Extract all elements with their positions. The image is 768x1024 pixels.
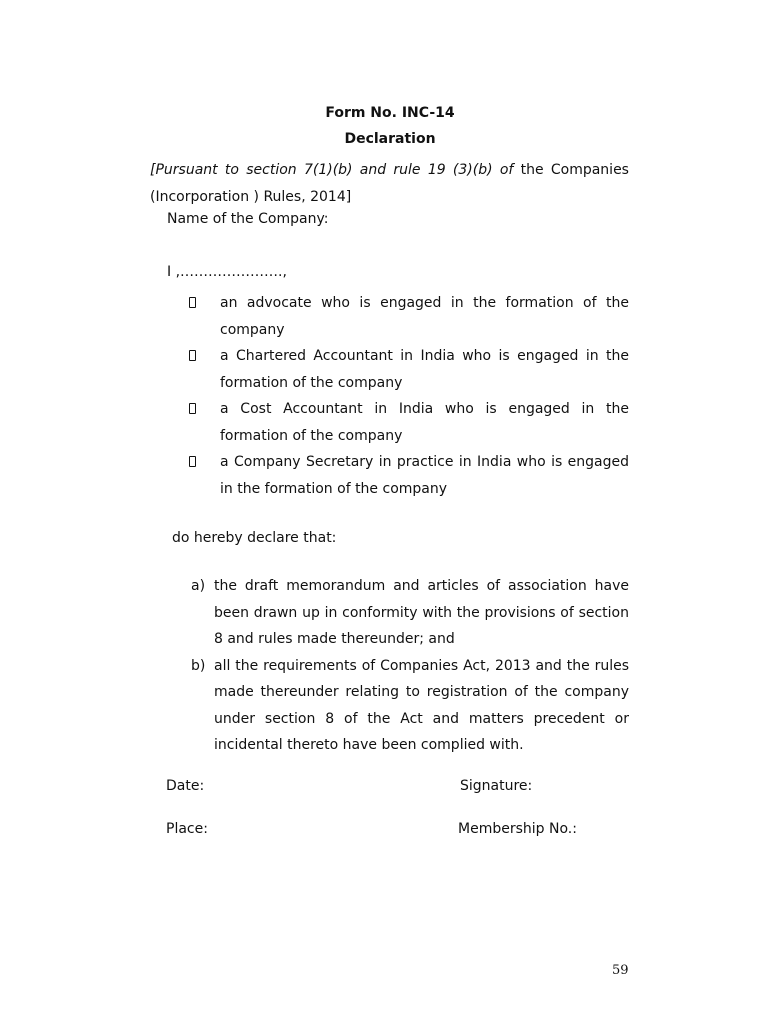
option-company-secretary [187, 449, 629, 502]
checkbox-icon[interactable] [189, 297, 196, 308]
place-label: Place: [166, 821, 208, 837]
form-title: Declaration [344, 131, 436, 147]
option-label: an advocate who is engaged in the formation of the company [220, 295, 629, 338]
declarant-line: I ,…………………., [167, 264, 287, 280]
option-cost-accountant [187, 396, 629, 449]
checkbox-icon[interactable] [189, 350, 196, 361]
clause-a [191, 573, 629, 653]
company-name-label: Name of the Company: [167, 211, 329, 227]
declarant-options-list [187, 290, 629, 502]
page-number: 59 [612, 963, 629, 978]
option-label: a Cost Accountant in India who is engaged in the formation of the company [220, 401, 629, 444]
date-label: Date: [166, 778, 205, 794]
option-label: a Company Secretary in practice in India who is engaged in the formation of the company [220, 454, 629, 497]
membership-number-label: Membership No.: [458, 821, 577, 837]
signature-label: Signature: [460, 778, 533, 794]
option-chartered-accountant [187, 343, 629, 396]
declaration-clauses [191, 573, 629, 759]
clause-marker: b) [191, 657, 206, 674]
pursuant-italic-text: [Pursuant to section 7(1)(b) and rule 19 (3)(b) of [150, 162, 514, 178]
clause-text: the draft memorandum and articles of association have been drawn up in conformity with the provisions of section 8 and rules made thereunder; and [214, 578, 629, 647]
clause-text: all the requirements of Companies Act, 2013 and the rules made thereunder relating to registration of the company under section 8 of the Act and matters precedent or incidental thereto have been complied with. [214, 657, 629, 753]
pursuant-clause [150, 157, 629, 211]
option-label: a Chartered Accountant in India who is engaged in the formation of the company [220, 348, 629, 391]
pursuant-plain-text: the Companies (Incorporation ) Rules, 2014] [150, 162, 629, 205]
option-advocate [187, 290, 629, 343]
clause-marker: a) [191, 578, 206, 594]
checkbox-icon[interactable] [189, 456, 196, 467]
form-number: Form No. INC-14 [325, 105, 455, 121]
declare-line: do hereby declare that: [172, 530, 337, 546]
checkbox-icon[interactable] [189, 403, 196, 414]
clause-b [191, 653, 629, 759]
